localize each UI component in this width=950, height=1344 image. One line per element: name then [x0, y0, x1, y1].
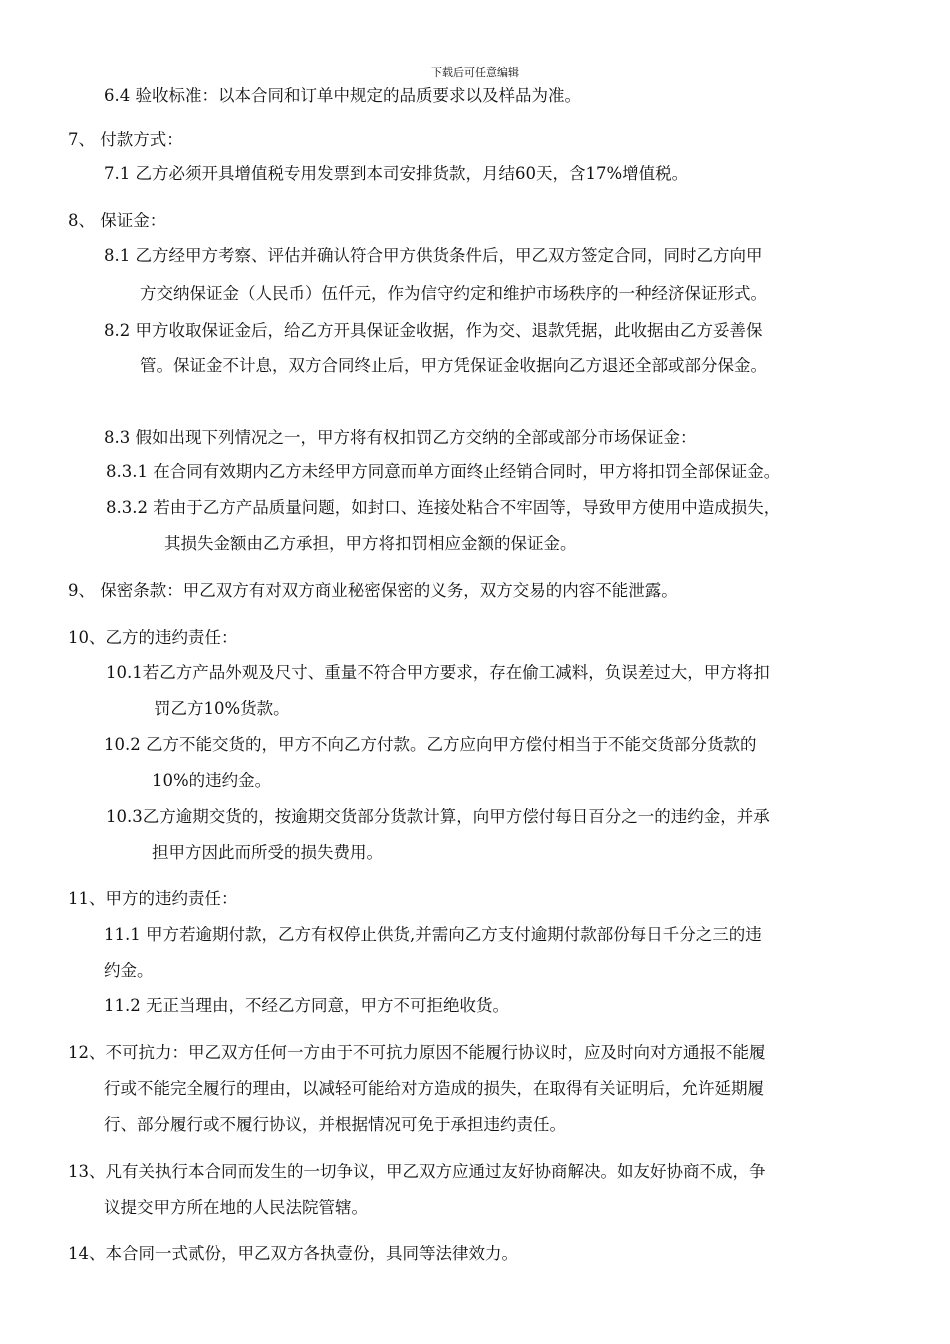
clause-6-4: 6.4 验收标准：以本合同和订单中规定的品质要求以及样品为准。 — [104, 86, 581, 105]
clause-8-3-2-line-2: 其损失金额由乙方承担，甲方将扣罚相应金额的保证金。 — [164, 534, 577, 553]
clause-10-2-line-1: 10.2 乙方不能交货的，甲方不向乙方付款。乙方应向甲方偿付相当于不能交货部分货款的 — [104, 735, 757, 754]
clause-8-3-1: 8.3.1 在合同有效期内乙方未经甲方同意而单方面终止经销合同时，甲方将扣罚全部保证金。 — [106, 462, 781, 481]
clause-8-2-line-2: 管。保证金不计息，双方合同终止后，甲方凭保证金收据向乙方退还全部或部分保金。 — [140, 356, 767, 375]
clause-8-3: 8.3 假如出现下列情况之一，甲方将有权扣罚乙方交纳的全部或部分市场保证金： — [104, 428, 697, 447]
clause-8-1-line-2: 方交纳保证金（人民币）伍仟元，作为信守约定和维护市场秩序的一种经济保证形式。 — [140, 284, 767, 303]
clause-10-1-line-1: 10.1若乙方产品外观及尺寸、重量不符合甲方要求，存在偷工减料，负误差过大，甲方将扣 — [106, 663, 770, 682]
clause-11-1-line-2: 约金。 — [104, 961, 154, 980]
clause-8-2-line-1: 8.2 甲方收取保证金后，给乙方开具保证金收据，作为交、退款凭据，此收据由乙方妥善保 — [104, 321, 763, 340]
header-note: 下载后可任意编辑 — [431, 66, 519, 79]
section-9: 9、 保密条款：甲乙双方有对双方商业秘密保密的义务，双方交易的内容不能泄露。 — [68, 581, 678, 600]
clause-11-2: 11.2 无正当理由，不经乙方同意，甲方不可拒绝收货。 — [104, 996, 509, 1015]
section-11-title: 11、甲方的违约责任： — [68, 889, 238, 908]
clause-10-1-line-2: 罚乙方10%货款。 — [154, 699, 290, 718]
section-12-line-1: 12、不可抗力：甲乙双方任何一方由于不可抗力原因不能履行协议时，应及时向对方通报不能履 — [68, 1043, 766, 1062]
clause-7-1: 7.1 乙方必须开具增值税专用发票到本司安排货款，月结60天，含17%增值税。 — [104, 164, 689, 183]
clause-8-3-2-line-1: 8.3.2 若由于乙方产品质量问题，如封口、连接处粘合不牢固等，导致甲方使用中造成损失， — [106, 498, 781, 517]
clause-10-3-line-2: 担甲方因此而所受的损失费用。 — [152, 843, 383, 862]
clause-10-2-line-2: 10%的违约金。 — [152, 771, 272, 790]
section-12-line-2: 行或不能完全履行的理由，以减轻可能给对方造成的损失，在取得有关证明后，允许延期履 — [104, 1079, 764, 1098]
clause-11-1-line-1: 11.1 甲方若逾期付款，乙方有权停止供货,并需向乙方支付逾期付款部份每日千分之三的违 — [104, 925, 762, 944]
clause-8-1-line-1: 8.1 乙方经甲方考察、评估并确认符合甲方供货条件后，甲乙双方签定合同，同时乙方向甲 — [104, 246, 763, 265]
section-7-title: 7、 付款方式： — [68, 130, 183, 149]
clause-10-3-line-1: 10.3乙方逾期交货的，按逾期交货部分货款计算，向甲方偿付每日百分之一的违约金，并承 — [106, 807, 770, 826]
section-13-line-2: 议提交甲方所在地的人民法院管辖。 — [104, 1198, 368, 1217]
section-10-title: 10、乙方的违约责任： — [68, 628, 238, 647]
section-8-title: 8、 保证金： — [68, 211, 167, 230]
section-13-line-1: 13、凡有关执行本合同而发生的一切争议，甲乙双方应通过友好协商解决。如友好协商不成，争 — [68, 1162, 766, 1181]
section-14: 14、本合同一式贰份，甲乙双方各执壹份，具同等法律效力。 — [68, 1244, 518, 1263]
section-12-line-3: 行、部分履行或不履行协议，并根据情况可免于承担违约责任。 — [104, 1115, 566, 1134]
